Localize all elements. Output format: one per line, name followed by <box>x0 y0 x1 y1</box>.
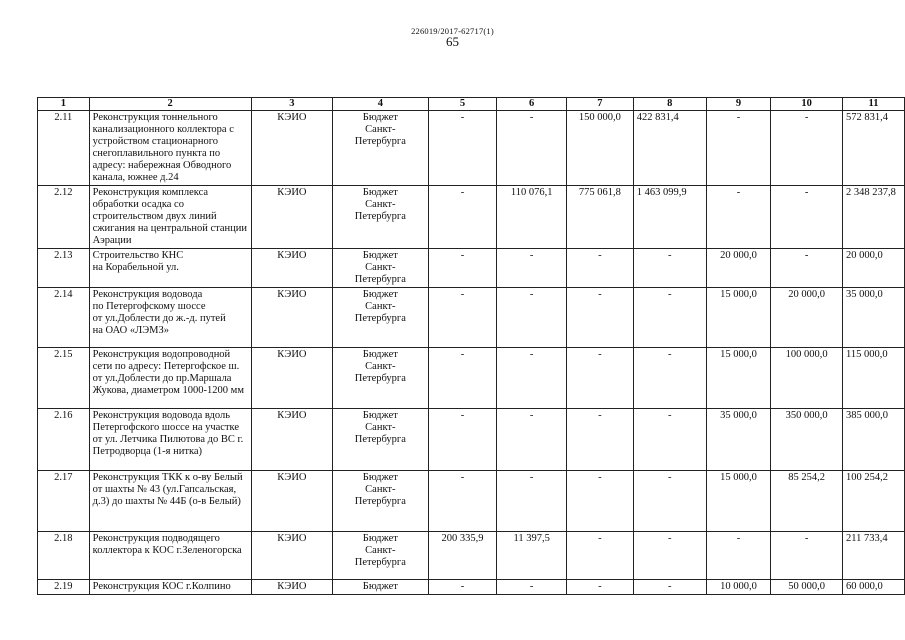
page-number: 65 <box>446 34 459 49</box>
value-col7: - <box>567 532 634 580</box>
value-col6: 110 076,1 <box>497 186 567 249</box>
funding-source: Бюджет Санкт- Петербурга <box>333 111 429 186</box>
table-row <box>38 249 905 288</box>
organization: КЭИО <box>251 249 332 288</box>
funding-source: Бюджет <box>333 580 429 595</box>
value-col9: 10 000,0 <box>706 580 771 595</box>
value-col9: 35 000,0 <box>706 409 771 471</box>
value-col10: 20 000,0 <box>771 288 843 348</box>
value-col5: - <box>428 409 497 471</box>
row-number: 2.13 <box>38 249 90 288</box>
value-col8: - <box>633 580 706 595</box>
value-col7: - <box>567 348 634 409</box>
value-col6: - <box>497 471 567 532</box>
value-total: 60 000,0 <box>842 580 904 595</box>
value-total: 35 000,0 <box>842 288 904 348</box>
project-name: Реконструкция водовода по Петергофскому шоссе от ул.Доблести до ж.-д. путей на ОАО «ЛЭМЗ» <box>89 288 251 348</box>
organization: КЭИО <box>251 111 332 186</box>
funding-source: Бюджет Санкт- Петербурга <box>333 249 429 288</box>
column-header: 9 <box>706 98 771 111</box>
value-col7: 150 000,0 <box>567 111 634 186</box>
value-total: 115 000,0 <box>842 348 904 409</box>
table-row <box>38 111 905 186</box>
organization: КЭИО <box>251 471 332 532</box>
organization: КЭИО <box>251 409 332 471</box>
value-col5: - <box>428 111 497 186</box>
value-col8: - <box>633 532 706 580</box>
value-col5: - <box>428 580 497 595</box>
project-name: Реконструкция тоннельного канализационного коллектора с устройством стационарного снегоплавильного пункта по адресу: набережная Обводного канала, южнее д.24 <box>89 111 251 186</box>
value-col10: 50 000,0 <box>771 580 843 595</box>
row-number: 2.17 <box>38 471 90 532</box>
organization: КЭИО <box>251 348 332 409</box>
value-col9: 15 000,0 <box>706 471 771 532</box>
value-col9: 15 000,0 <box>706 348 771 409</box>
value-total: 211 733,4 <box>842 532 904 580</box>
table-row <box>38 186 905 249</box>
value-col9: 20 000,0 <box>706 249 771 288</box>
value-col8: - <box>633 409 706 471</box>
organization: КЭИО <box>251 532 332 580</box>
value-col5: - <box>428 249 497 288</box>
funding-source: Бюджет Санкт- Петербурга <box>333 409 429 471</box>
organization: КЭИО <box>251 580 332 595</box>
budget-table <box>37 97 905 595</box>
value-col5: - <box>428 471 497 532</box>
column-header: 3 <box>251 98 332 111</box>
project-name: Строительство КНС на Корабельной ул. <box>89 249 251 288</box>
value-total: 572 831,4 <box>842 111 904 186</box>
funding-source: Бюджет Санкт- Петербурга <box>333 348 429 409</box>
organization: КЭИО <box>251 288 332 348</box>
column-header: 1 <box>38 98 90 111</box>
funding-source: Бюджет Санкт- Петербурга <box>333 186 429 249</box>
value-col7: - <box>567 409 634 471</box>
value-col10: - <box>771 111 843 186</box>
funding-source: Бюджет Санкт- Петербурга <box>333 532 429 580</box>
project-name: Реконструкция КОС г.Колпино <box>89 580 251 595</box>
value-col6: 11 397,5 <box>497 532 567 580</box>
value-col6: - <box>497 348 567 409</box>
row-number: 2.16 <box>38 409 90 471</box>
value-col9: - <box>706 186 771 249</box>
row-number: 2.14 <box>38 288 90 348</box>
value-col8: - <box>633 249 706 288</box>
column-header: 8 <box>633 98 706 111</box>
value-col5: - <box>428 186 497 249</box>
project-name: Реконструкция ТКК к о-ву Белый от шахты № 43 (ул.Гапсальская, д.3) до шахты № 44Б (о-в Белый) <box>89 471 251 532</box>
value-total: 100 254,2 <box>842 471 904 532</box>
value-col6: - <box>497 249 567 288</box>
column-header: 5 <box>428 98 497 111</box>
value-col7: - <box>567 288 634 348</box>
table-row <box>38 409 905 471</box>
value-total: 20 000,0 <box>842 249 904 288</box>
column-header: 11 <box>842 98 904 111</box>
table-row <box>38 288 905 348</box>
value-col7: - <box>567 471 634 532</box>
value-col10: 100 000,0 <box>771 348 843 409</box>
value-col8: - <box>633 288 706 348</box>
value-col9: - <box>706 111 771 186</box>
document-id: 226019/2017-62717(1) <box>411 26 494 36</box>
row-number: 2.11 <box>38 111 90 186</box>
table-row <box>38 532 905 580</box>
value-col8: - <box>633 471 706 532</box>
column-header: 7 <box>567 98 634 111</box>
column-header: 10 <box>771 98 843 111</box>
value-total: 385 000,0 <box>842 409 904 471</box>
value-col6: - <box>497 580 567 595</box>
value-col10: - <box>771 186 843 249</box>
project-name: Реконструкция водопроводной сети по адресу: Петергофское ш. от ул.Доблести до пр.Маршала Жукова, диаметром 1000-1200 мм <box>89 348 251 409</box>
value-col6: - <box>497 111 567 186</box>
table-row <box>38 471 905 532</box>
value-col7: 775 061,8 <box>567 186 634 249</box>
table-row <box>38 348 905 409</box>
column-header: 4 <box>333 98 429 111</box>
value-total: 2 348 237,8 <box>842 186 904 249</box>
header-row <box>38 98 905 111</box>
funding-source: Бюджет Санкт- Петербурга <box>333 471 429 532</box>
row-number: 2.12 <box>38 186 90 249</box>
value-col7: - <box>567 249 634 288</box>
project-name: Реконструкция комплекса обработки осадка со строительством двух линий сжигания на центральной станции Аэрации <box>89 186 251 249</box>
value-col7: - <box>567 580 634 595</box>
value-col6: - <box>497 409 567 471</box>
column-header: 2 <box>89 98 251 111</box>
row-number: 2.15 <box>38 348 90 409</box>
value-col10: 350 000,0 <box>771 409 843 471</box>
value-col6: - <box>497 288 567 348</box>
project-name: Реконструкция водовода вдоль Петергофского шоссе на участке от ул. Летчика Пилютова до ВС г. Петродворца (1-я нитка) <box>89 409 251 471</box>
value-col8: 1 463 099,9 <box>633 186 706 249</box>
value-col9: 15 000,0 <box>706 288 771 348</box>
value-col8: - <box>633 348 706 409</box>
funding-source: Бюджет Санкт- Петербурга <box>333 288 429 348</box>
row-number: 2.18 <box>38 532 90 580</box>
value-col10: - <box>771 532 843 580</box>
value-col5: - <box>428 288 497 348</box>
value-col10: - <box>771 249 843 288</box>
value-col8: 422 831,4 <box>633 111 706 186</box>
value-col10: 85 254,2 <box>771 471 843 532</box>
value-col5: 200 335,9 <box>428 532 497 580</box>
row-number: 2.19 <box>38 580 90 595</box>
column-header: 6 <box>497 98 567 111</box>
organization: КЭИО <box>251 186 332 249</box>
table-row <box>38 580 905 595</box>
project-name: Реконструкция подводящего коллектора к КОС г.Зеленогорска <box>89 532 251 580</box>
value-col5: - <box>428 348 497 409</box>
value-col9: - <box>706 532 771 580</box>
